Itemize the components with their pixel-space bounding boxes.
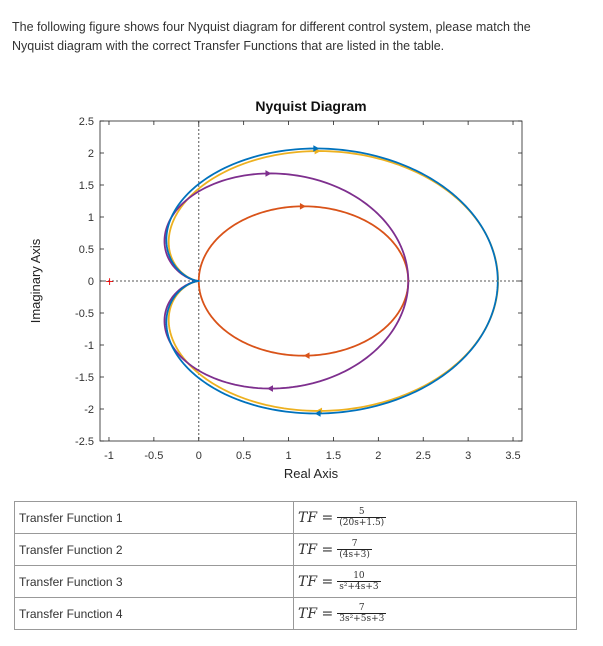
y-axis-label: Imaginary Axis [28, 238, 43, 324]
table-row [15, 598, 577, 630]
tf-lhs: TF = [298, 541, 334, 558]
y-tick-label: 0 [87, 276, 94, 288]
tf-numerator: 7 [351, 539, 358, 549]
table-row [15, 534, 577, 566]
critical-point-marker: + [104, 275, 115, 288]
tf-lhs: TF = [298, 573, 334, 590]
tf-fraction [337, 603, 386, 624]
tf-numerator: 7 [358, 603, 365, 613]
y-tick-label: -1.5 [75, 372, 94, 384]
x-tick-label: 2.5 [415, 450, 431, 462]
transfer-function-label: Transfer Function 4 [15, 598, 294, 630]
y-tick-label: 0.5 [78, 244, 94, 256]
x-tick-label: 0 [195, 450, 202, 462]
transfer-function-formula [294, 534, 577, 566]
y-tick-label: -2.5 [75, 436, 94, 448]
tf-denominator: s²+4s+3 [339, 582, 379, 592]
transfer-function-formula [294, 502, 577, 534]
tf-denominator: (20s+1.5) [339, 518, 385, 528]
question-text: The following figure shows four Nyquist diagram for different control system, please match the Nyquist diagram with the correct Transfer Functions that are listed in the table. [12, 20, 531, 53]
y-tick-label: 2.5 [78, 116, 94, 128]
transfer-function-formula [294, 598, 577, 630]
y-tick-label: 1 [87, 212, 94, 224]
x-tick-label: 3 [465, 450, 472, 462]
tf-fraction [337, 539, 372, 560]
tf-fraction [337, 507, 386, 528]
tf-denominator: (4s+3) [339, 550, 370, 560]
plot-frame [100, 121, 522, 441]
table-row [15, 502, 577, 534]
y-tick-label: -0.5 [75, 308, 94, 320]
x-tick-label: 3.5 [505, 450, 521, 462]
x-tick-label: 1 [285, 450, 292, 462]
x-tick-label: -1 [104, 450, 114, 462]
tf-denominator: 3s²+5s+3 [339, 614, 385, 624]
y-tick-label: 1.5 [78, 180, 94, 192]
x-tick-label: 0.5 [236, 450, 252, 462]
table-row [15, 566, 577, 598]
transfer-function-formula [294, 566, 577, 598]
tf-lhs: TF = [298, 605, 334, 622]
y-tick-label: -2 [84, 404, 94, 416]
transfer-function-label: Transfer Function 3 [15, 566, 294, 598]
tf-numerator: 10 [353, 571, 365, 581]
tf-lhs: TF = [298, 509, 334, 526]
transfer-function-label: Transfer Function 2 [15, 534, 294, 566]
tf-fraction [337, 571, 380, 592]
x-axis-label: Real Axis [283, 466, 339, 481]
y-tick-label: -1 [84, 340, 94, 352]
transfer-function-table [14, 501, 577, 630]
chart-title: Nyquist Diagram [255, 98, 367, 114]
y-tick-label: 2 [87, 148, 94, 160]
x-tick-label: -0.5 [144, 450, 164, 462]
tf-numerator: 5 [358, 507, 365, 517]
x-tick-label: 1.5 [325, 450, 342, 462]
transfer-function-label: Transfer Function 1 [15, 502, 294, 534]
x-tick-label: 2 [375, 450, 382, 462]
